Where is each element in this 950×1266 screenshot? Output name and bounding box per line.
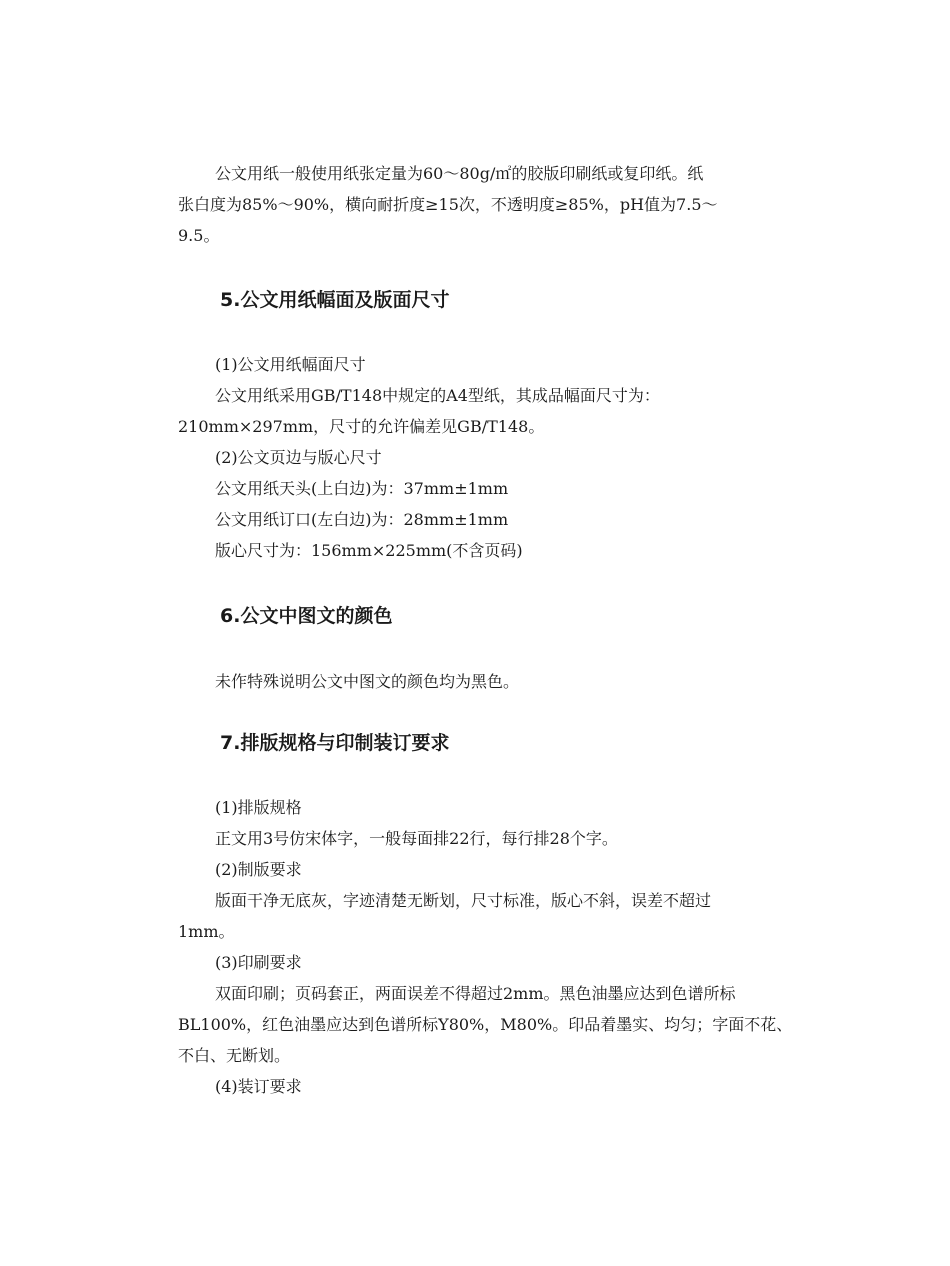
- paragraph-line: 不白、无断划。: [178, 1046, 291, 1065]
- paragraph-line: 公文用纸采用GB/T148中规定的A4型纸，其成品幅面尺寸为：: [215, 386, 660, 405]
- paragraph-line: 版面干净无底灰，字迹清楚无断划，尺寸标准，版心不斜，误差不超过: [215, 891, 712, 910]
- paragraph-line: 210mm×297mm，尺寸的允许偏差见GB/T148。: [178, 417, 545, 436]
- paragraph-line: 未作特殊说明公文中图文的颜色均为黑色。: [215, 672, 520, 691]
- section-heading-paper-size: 5.公文用纸幅面及版面尺寸: [220, 289, 450, 311]
- section-heading-colors: 6.公文中图文的颜色: [220, 605, 393, 627]
- paragraph-line: 张白度为85%～90%，横向耐折度≥15次，不透明度≥85%，pH值为7.5～: [178, 195, 718, 214]
- paragraph-line: 正文用3号仿宋体字，一般每面排22行，每行排28个字。: [215, 829, 618, 848]
- paragraph-line: 版心尺寸为：156mm×225mm(不含页码): [215, 541, 523, 560]
- paragraph-line: BL100%，红色油墨应达到色谱所标Y80%，M80%。印品着墨实、均匀；字面不花、: [178, 1015, 793, 1034]
- paragraph-line: 公文用纸一般使用纸张定量为60～80g/㎡的胶版印刷纸或复印纸。纸: [215, 164, 704, 183]
- paragraph-line: 公文用纸订口(左白边)为：28mm±1mm: [215, 510, 509, 529]
- paragraph-line: 9.5。: [178, 226, 220, 245]
- subsection-title: (2)公文页边与版心尺寸: [215, 448, 382, 467]
- paper-size-content: [178, 349, 778, 566]
- subsection-title: (2)制版要求: [215, 860, 302, 879]
- paragraph-line: 公文用纸天头(上白边)为：37mm±1mm: [215, 479, 509, 498]
- subsection-title: (3)印刷要求: [215, 953, 302, 972]
- subsection-title: (1)排版规格: [215, 798, 302, 817]
- subsection-title: (4)装订要求: [215, 1077, 302, 1096]
- colors-content: [178, 666, 778, 697]
- section-heading-typesetting: 7.排版规格与印制装订要求: [220, 732, 450, 754]
- paragraph-line: 1mm。: [178, 922, 235, 941]
- typesetting-content: [178, 792, 793, 1102]
- subsection-title: (1)公文用纸幅面尺寸: [215, 355, 366, 374]
- paper-spec-paragraph: [178, 158, 778, 251]
- paragraph-line: 双面印刷；页码套正，两面误差不得超过2mm。黑色油墨应达到色谱所标: [215, 984, 736, 1003]
